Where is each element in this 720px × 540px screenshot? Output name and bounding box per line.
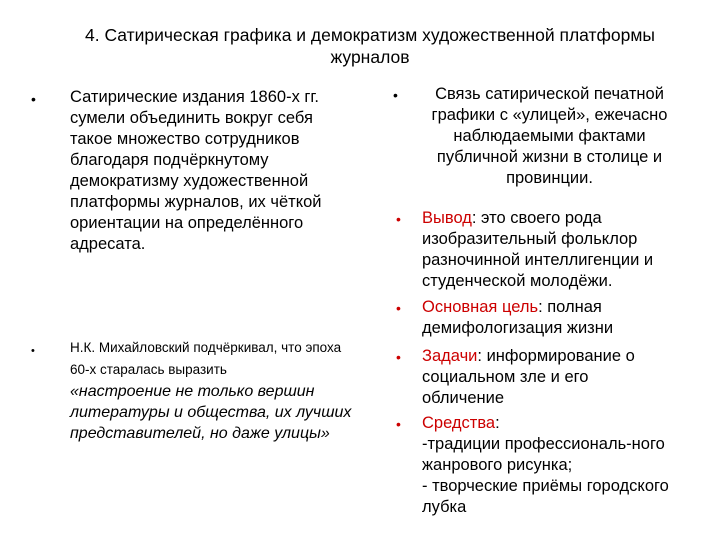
means-label: Средства xyxy=(422,414,496,432)
means-line-1: -традиции профессиональ-ного жанрового рисунка; xyxy=(422,435,665,474)
mikhailovsky-intro: Н.К. Михайловский подчёркивал, что эпоха 60-х старалась выразить xyxy=(70,340,342,377)
goal-text: : полная демифологизация жизни xyxy=(422,298,614,337)
means-line-2: - творческие приёмы городского лубка xyxy=(422,477,669,516)
bullet-vyvod: • xyxy=(396,211,401,227)
bullet-left-2: • xyxy=(31,345,35,357)
right-paragraph-1: Связь сатирической печатной графики с «улицей», ежечасно наблюдаемыми фактами публичной жизни в столице и провинции. xyxy=(431,85,668,187)
mikhailovsky-quote: «настроение не только вершин литературы и общества, их лучших представителей, но даже улицы» xyxy=(70,383,352,442)
goal-block xyxy=(422,297,672,339)
tasks-block xyxy=(422,346,672,409)
bullet-left-1: • xyxy=(31,91,36,107)
bullet-tasks: • xyxy=(396,349,401,365)
left-paragraph-2 xyxy=(70,337,355,444)
goal-label: Основная цель xyxy=(422,298,539,316)
conclusion-block xyxy=(422,208,672,292)
conclusion-text: : это своего рода изобразительный фольклор разночинной интеллигенции и студенческой молодёжи. xyxy=(422,209,654,290)
bullet-goal: • xyxy=(396,300,401,316)
means-colon: : xyxy=(495,414,500,432)
left-paragraph-1: Сатирические издания 1860-х гг. сумели объединить вокруг себя такое множество сотрудников благодаря подчёркнутому демократизму художественной платформы журналов, их чёткой ориентации на определённого адресата. xyxy=(70,88,322,253)
conclusion-label: Вывод xyxy=(422,209,472,227)
bullet-means: • xyxy=(396,416,401,432)
means-block xyxy=(422,413,672,518)
slide-title: 4. Сатирическая графика и демократизм художественной платформы журналов xyxy=(84,25,656,67)
tasks-text: : информирование о социальном зле и его обличение xyxy=(422,347,635,407)
bullet-right-1: • xyxy=(393,87,398,103)
tasks-label: Задачи xyxy=(422,347,478,365)
